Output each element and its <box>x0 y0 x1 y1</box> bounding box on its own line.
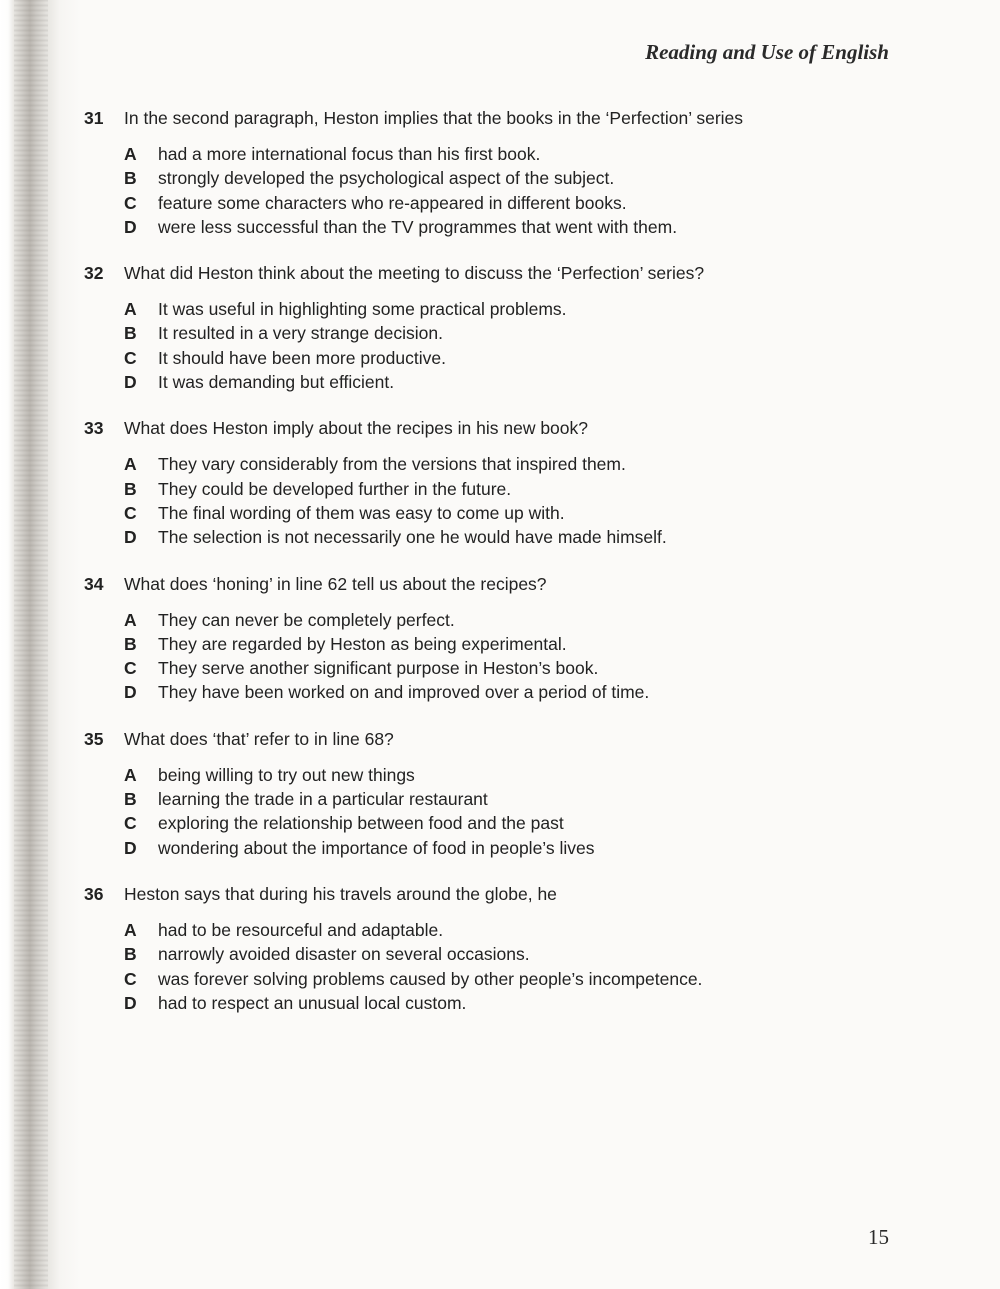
option-letter: D <box>124 372 137 393</box>
option-letter: C <box>124 658 137 679</box>
option-text: had to respect an unusual local custom. <box>158 992 467 1013</box>
question-stem <box>84 416 904 440</box>
option-b[interactable] <box>124 477 904 501</box>
option-letter: B <box>124 633 137 654</box>
option-text: was forever solving problems caused by other people’s incompetence. <box>158 968 703 989</box>
question-number: 33 <box>84 418 104 439</box>
option-letter: C <box>124 347 137 368</box>
option-text: wondering about the importance of food in people’s lives <box>158 837 595 858</box>
option-list <box>84 297 904 394</box>
option-text: They vary considerably from the versions that inspired them. <box>158 454 626 475</box>
option-text: narrowly avoided disaster on several occasions. <box>158 944 530 965</box>
option-text: They are regarded by Heston as being experimental. <box>158 633 567 654</box>
option-d[interactable] <box>124 525 904 549</box>
question-number: 36 <box>84 883 104 904</box>
option-letter: B <box>124 478 137 499</box>
option-a[interactable] <box>124 452 904 476</box>
option-text: They serve another significant purpose in Heston’s book. <box>158 658 599 679</box>
option-letter: C <box>124 968 137 989</box>
option-letter: A <box>124 609 137 630</box>
option-b[interactable] <box>124 166 904 190</box>
option-d[interactable] <box>124 680 904 704</box>
option-a[interactable] <box>124 608 904 632</box>
option-text: The selection is not necessarily one he would have made himself. <box>158 527 667 548</box>
option-text: The final wording of them was easy to come up with. <box>158 502 565 523</box>
question-stem <box>84 882 904 906</box>
option-list <box>84 452 904 549</box>
option-a[interactable] <box>124 297 904 321</box>
question-text: What did Heston think about the meeting to discuss the ‘Perfection’ series? <box>124 263 705 284</box>
option-d[interactable] <box>124 991 904 1015</box>
option-letter: A <box>124 764 137 785</box>
option-text: learning the trade in a particular restaurant <box>158 789 488 810</box>
option-text: They could be developed further in the future. <box>158 478 512 499</box>
option-letter: A <box>124 454 137 475</box>
question-text: In the second paragraph, Heston implies that the books in the ‘Perfection’ series <box>124 108 744 128</box>
option-text: It resulted in a very strange decision. <box>158 323 444 344</box>
question-number: 31 <box>84 108 104 128</box>
question-stem <box>84 261 904 285</box>
option-letter: C <box>124 813 137 834</box>
question-text: What does ‘that’ refer to in line 68? <box>124 728 394 749</box>
option-letter: B <box>124 168 137 189</box>
book-spine-shadow <box>0 0 80 1289</box>
question-stem <box>84 727 904 751</box>
option-b[interactable] <box>124 321 904 345</box>
option-text: had a more international focus than his first book. <box>158 144 541 164</box>
option-text: exploring the relationship between food and the past <box>158 813 564 834</box>
question-number: 32 <box>84 263 104 284</box>
option-letter: A <box>124 144 137 164</box>
option-text: They can never be completely perfect. <box>158 609 455 630</box>
option-text: It was demanding but efficient. <box>158 372 395 393</box>
option-letter: C <box>124 192 137 213</box>
option-letter: C <box>124 502 137 523</box>
option-letter: A <box>124 299 137 320</box>
option-text: being willing to try out new things <box>158 764 415 785</box>
option-letter: D <box>124 216 137 237</box>
option-c[interactable] <box>124 967 904 991</box>
option-b[interactable] <box>124 942 904 966</box>
option-letter: A <box>124 919 137 940</box>
option-text: It was useful in highlighting some practical problems. <box>158 299 567 320</box>
question-text: What does Heston imply about the recipes in his new book? <box>124 418 589 439</box>
option-c[interactable] <box>124 811 904 835</box>
question-list <box>84 106 904 1037</box>
question-34 <box>84 572 904 705</box>
question-number: 34 <box>84 573 104 594</box>
option-c[interactable] <box>124 346 904 370</box>
option-c[interactable] <box>124 501 904 525</box>
option-letter: B <box>124 944 137 965</box>
option-a[interactable] <box>124 763 904 787</box>
option-a[interactable] <box>124 142 904 166</box>
question-31 <box>84 106 904 239</box>
question-stem <box>84 572 904 596</box>
question-text: Heston says that during his travels around the globe, he <box>124 883 557 904</box>
option-d[interactable] <box>124 215 904 239</box>
question-stem <box>84 106 904 130</box>
option-d[interactable] <box>124 370 904 394</box>
option-d[interactable] <box>124 836 904 860</box>
question-33 <box>84 416 904 549</box>
option-letter: D <box>124 682 137 703</box>
question-text: What does ‘honing’ in line 62 tell us about the recipes? <box>124 573 547 594</box>
option-letter: B <box>124 323 137 344</box>
option-text: had to be resourceful and adaptable. <box>158 919 444 940</box>
option-c[interactable] <box>124 191 904 215</box>
option-c[interactable] <box>124 656 904 680</box>
question-32 <box>84 261 904 394</box>
option-text: feature some characters who re-appeared in different books. <box>158 192 627 213</box>
option-letter: D <box>124 837 137 858</box>
option-list <box>84 918 904 1015</box>
option-letter: D <box>124 992 137 1013</box>
option-text: strongly developed the psychological aspect of the subject. <box>158 168 615 189</box>
question-35 <box>84 727 904 860</box>
option-letter: B <box>124 789 137 810</box>
page-header-title: Reading and Use of English <box>645 40 889 64</box>
option-letter: D <box>124 527 137 548</box>
option-a[interactable] <box>124 918 904 942</box>
option-text: It should have been more productive. <box>158 347 446 368</box>
page-number: 15 <box>868 1225 889 1249</box>
option-text: were less successful than the TV programmes that went with them. <box>158 216 678 237</box>
option-b[interactable] <box>124 787 904 811</box>
question-36 <box>84 882 904 1015</box>
question-number: 35 <box>84 728 104 749</box>
option-list <box>84 142 904 239</box>
option-b[interactable] <box>124 632 904 656</box>
option-text: They have been worked on and improved over a period of time. <box>158 682 650 703</box>
option-list <box>84 763 904 860</box>
option-list <box>84 608 904 705</box>
